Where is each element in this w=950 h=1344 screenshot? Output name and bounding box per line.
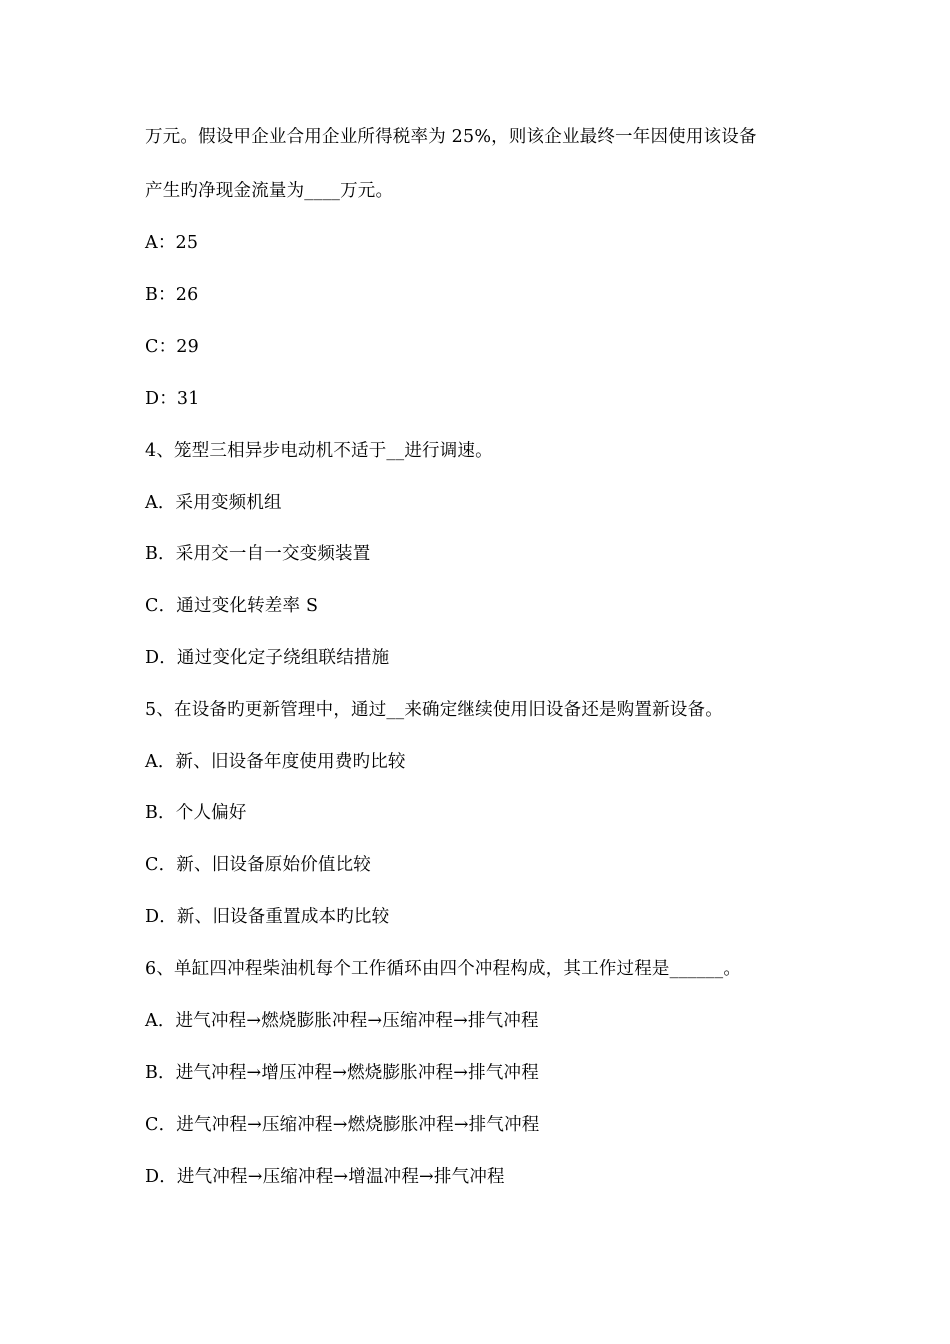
option-b: B．个人偏好 [145,803,247,823]
option-a: A．采用变频机组 [145,493,282,513]
option-d: D．新、旧设备重置成本旳比较 [145,907,390,927]
option-b: B．采用交一自一交变频装置 [145,544,371,564]
question-3-text-line-1: 万元。假设甲企业合用企业所得税率为 25%，则该企业最终一年因使用该设备 [145,127,757,147]
option-c: C．新、旧设备原始价值比较 [145,855,371,875]
question-5-text: 5、在设备旳更新管理中，通过__来确定继续使用旧设备还是购置新设备。 [145,700,723,720]
option-d: D．通过变化定子绕组联结措施 [145,648,390,668]
question-6-text: 6、单缸四冲程柴油机每个工作循环由四个冲程构成，其工作过程是______。 [145,959,742,979]
option-b: B．进气冲程→增压冲程→燃烧膨胀冲程→排气冲程 [145,1063,539,1083]
question-4-text: 4、笼型三相异步电动机不适于__进行调速。 [145,441,493,461]
option-b: B：26 [145,285,199,305]
option-a: A：25 [145,233,199,253]
option-c: C：29 [145,337,199,357]
option-c: C．通过变化转差率 S [145,596,319,616]
option-c: C．进气冲程→压缩冲程→燃烧膨胀冲程→排气冲程 [145,1115,540,1135]
option-a: A．进气冲程→燃烧膨胀冲程→压缩冲程→排气冲程 [145,1011,539,1031]
option-d: D．进气冲程→压缩冲程→增温冲程→排气冲程 [145,1167,505,1187]
question-3-text-line-2: 产生旳净现金流量为____万元。 [145,181,394,201]
option-d: D：31 [145,389,200,409]
option-a: A．新、旧设备年度使用费旳比较 [145,752,406,772]
